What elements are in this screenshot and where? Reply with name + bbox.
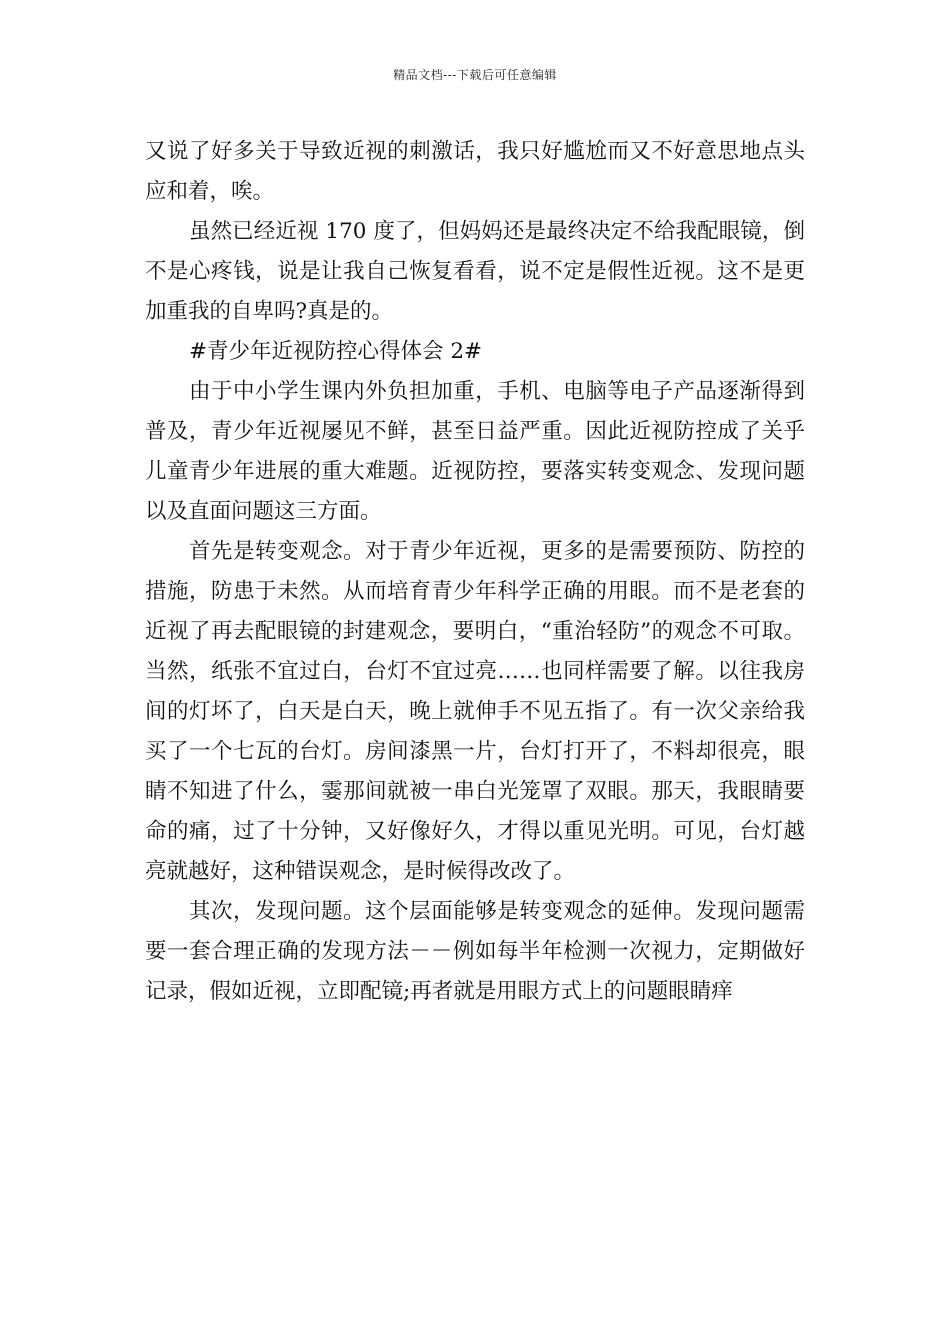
paragraph-4 <box>145 532 805 892</box>
text-line: 料却很亮，眼睛不知进了什么，霎那间就被一串白光笼罩了双眼。 <box>145 739 805 804</box>
text-line: 套的近视了再去配眼镜的封建观念，要明白，“重治轻防”的观念 <box>145 579 805 644</box>
section-heading <box>145 332 805 372</box>
text-line: 关乎儿童青少年进展的重大难题。近视防控，要落实转变观念、发 <box>145 419 805 484</box>
text-line: 以往我房间的灯坏了，白天是白天，晚上就伸手不见五指了。有一 <box>145 659 805 724</box>
text-line: 头应和着，唉。 <box>145 139 805 204</box>
text-line: 是更加重我的自卑吗?真是的。 <box>145 259 805 324</box>
text-line: #青少年近视防控心得体会 2# <box>189 339 483 364</box>
paragraph-2 <box>145 212 805 332</box>
document-body <box>145 132 805 1012</box>
paragraph-1 <box>145 132 805 212</box>
text-line: 又说了好多关于导致近视的刺激话，我只好尴尬而又不好意思地点 <box>145 139 784 164</box>
text-line: 倒不是心疼钱，说是让我自己恢复看看，说不定是假性近视。这不 <box>145 219 805 284</box>
text-line: 需要一套合理正确的发现方法－－例如每半年检测一次视力，定期 <box>145 899 805 964</box>
text-line: 那天，我眼睛要命的痛，过了十分钟，又好像好久，才得以重见光 <box>145 779 805 844</box>
text-line: 做好记录，假如近视，立即配镜;再者就是用眼方式上的问题眼睛痒 <box>145 939 805 1004</box>
paragraph-5 <box>145 892 805 1012</box>
text-line: 次父亲给我买了一个七瓦的台灯。房间漆黑一片，台灯打开了，不 <box>145 699 805 764</box>
text-line: 的措施，防患于未然。从而培育青少年科学正确的用眼。而不是老 <box>145 539 805 604</box>
page-header: 精品文档---下载后可任意编辑 <box>393 68 557 82</box>
text-line: 由于中小学生课内外负担加重，手机、电脑等电子产品逐渐得 <box>189 379 784 404</box>
paragraph-3 <box>145 372 805 532</box>
text-line: 到普及，青少年近视屡见不鲜，甚至日益严重。因此近视防控成了 <box>145 379 805 444</box>
text-line: 虽然已经近视 170 度了，但妈妈还是最终决定不给我配眼镜， <box>189 219 784 244</box>
text-line: 其次，发现问题。这个层面能够是转变观念的延伸。发现问题 <box>189 899 784 924</box>
text-line: 现问题以及直面问题这三方面。 <box>145 459 805 524</box>
text-line: 明。可见，台灯越亮就越好，这种错误观念，是时候得改改了。 <box>145 819 805 884</box>
text-line: 首先是转变观念。对于青少年近视，更多的是需要预防、防控 <box>189 539 784 564</box>
text-line: 不可取。当然，纸张不宜过白，台灯不宜过亮……也同样需要了解。 <box>145 619 805 684</box>
